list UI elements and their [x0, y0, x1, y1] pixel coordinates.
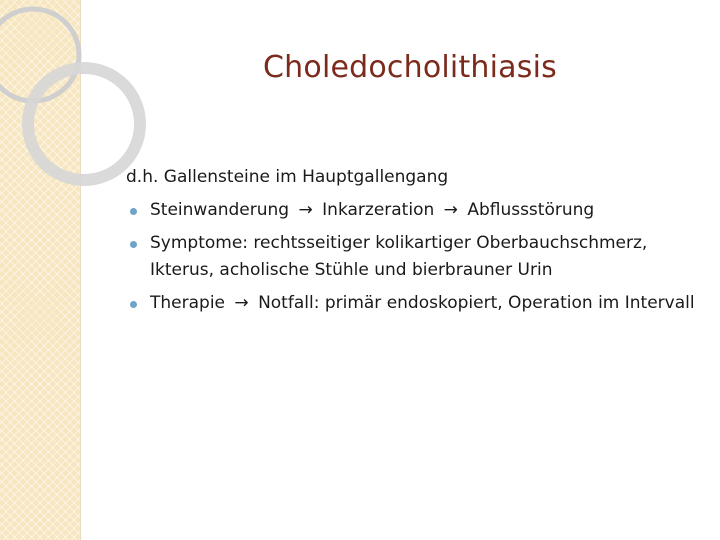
bullet-dot-icon: [130, 241, 137, 248]
bullet-list: [126, 197, 698, 317]
bullet-item: [126, 230, 698, 284]
decorative-ring-bottom: [28, 68, 140, 180]
bullet-text: Symptome: rechtsseitiger kolikartiger Oberbauchschmerz, Ikterus, acholische Stühle und bierbrauner Urin: [150, 233, 648, 280]
bullet-item: [126, 290, 698, 317]
bullet-text: Steinwanderung: [150, 200, 290, 220]
bullet-text: Inkarzeration: [322, 200, 435, 220]
decorative-rings: [0, 0, 140, 200]
bullet-text: Notfall: primär endoskopiert, Operation im Intervall: [258, 293, 695, 313]
bullet-text: Therapie: [150, 293, 225, 313]
intro-line: d.h. Gallensteine im Hauptgallengang: [126, 167, 449, 187]
slide-title: Choledocholithiasis: [263, 50, 557, 85]
bullet-item: [126, 197, 698, 224]
right-arrow-icon: →: [298, 200, 313, 220]
bullet-dot-icon: [130, 301, 137, 308]
right-arrow-icon: →: [443, 200, 458, 220]
bullet-dot-icon: [130, 208, 137, 215]
slide-body: [126, 164, 698, 323]
right-arrow-icon: →: [234, 293, 249, 313]
bullet-text: Abflussstörung: [467, 200, 595, 220]
